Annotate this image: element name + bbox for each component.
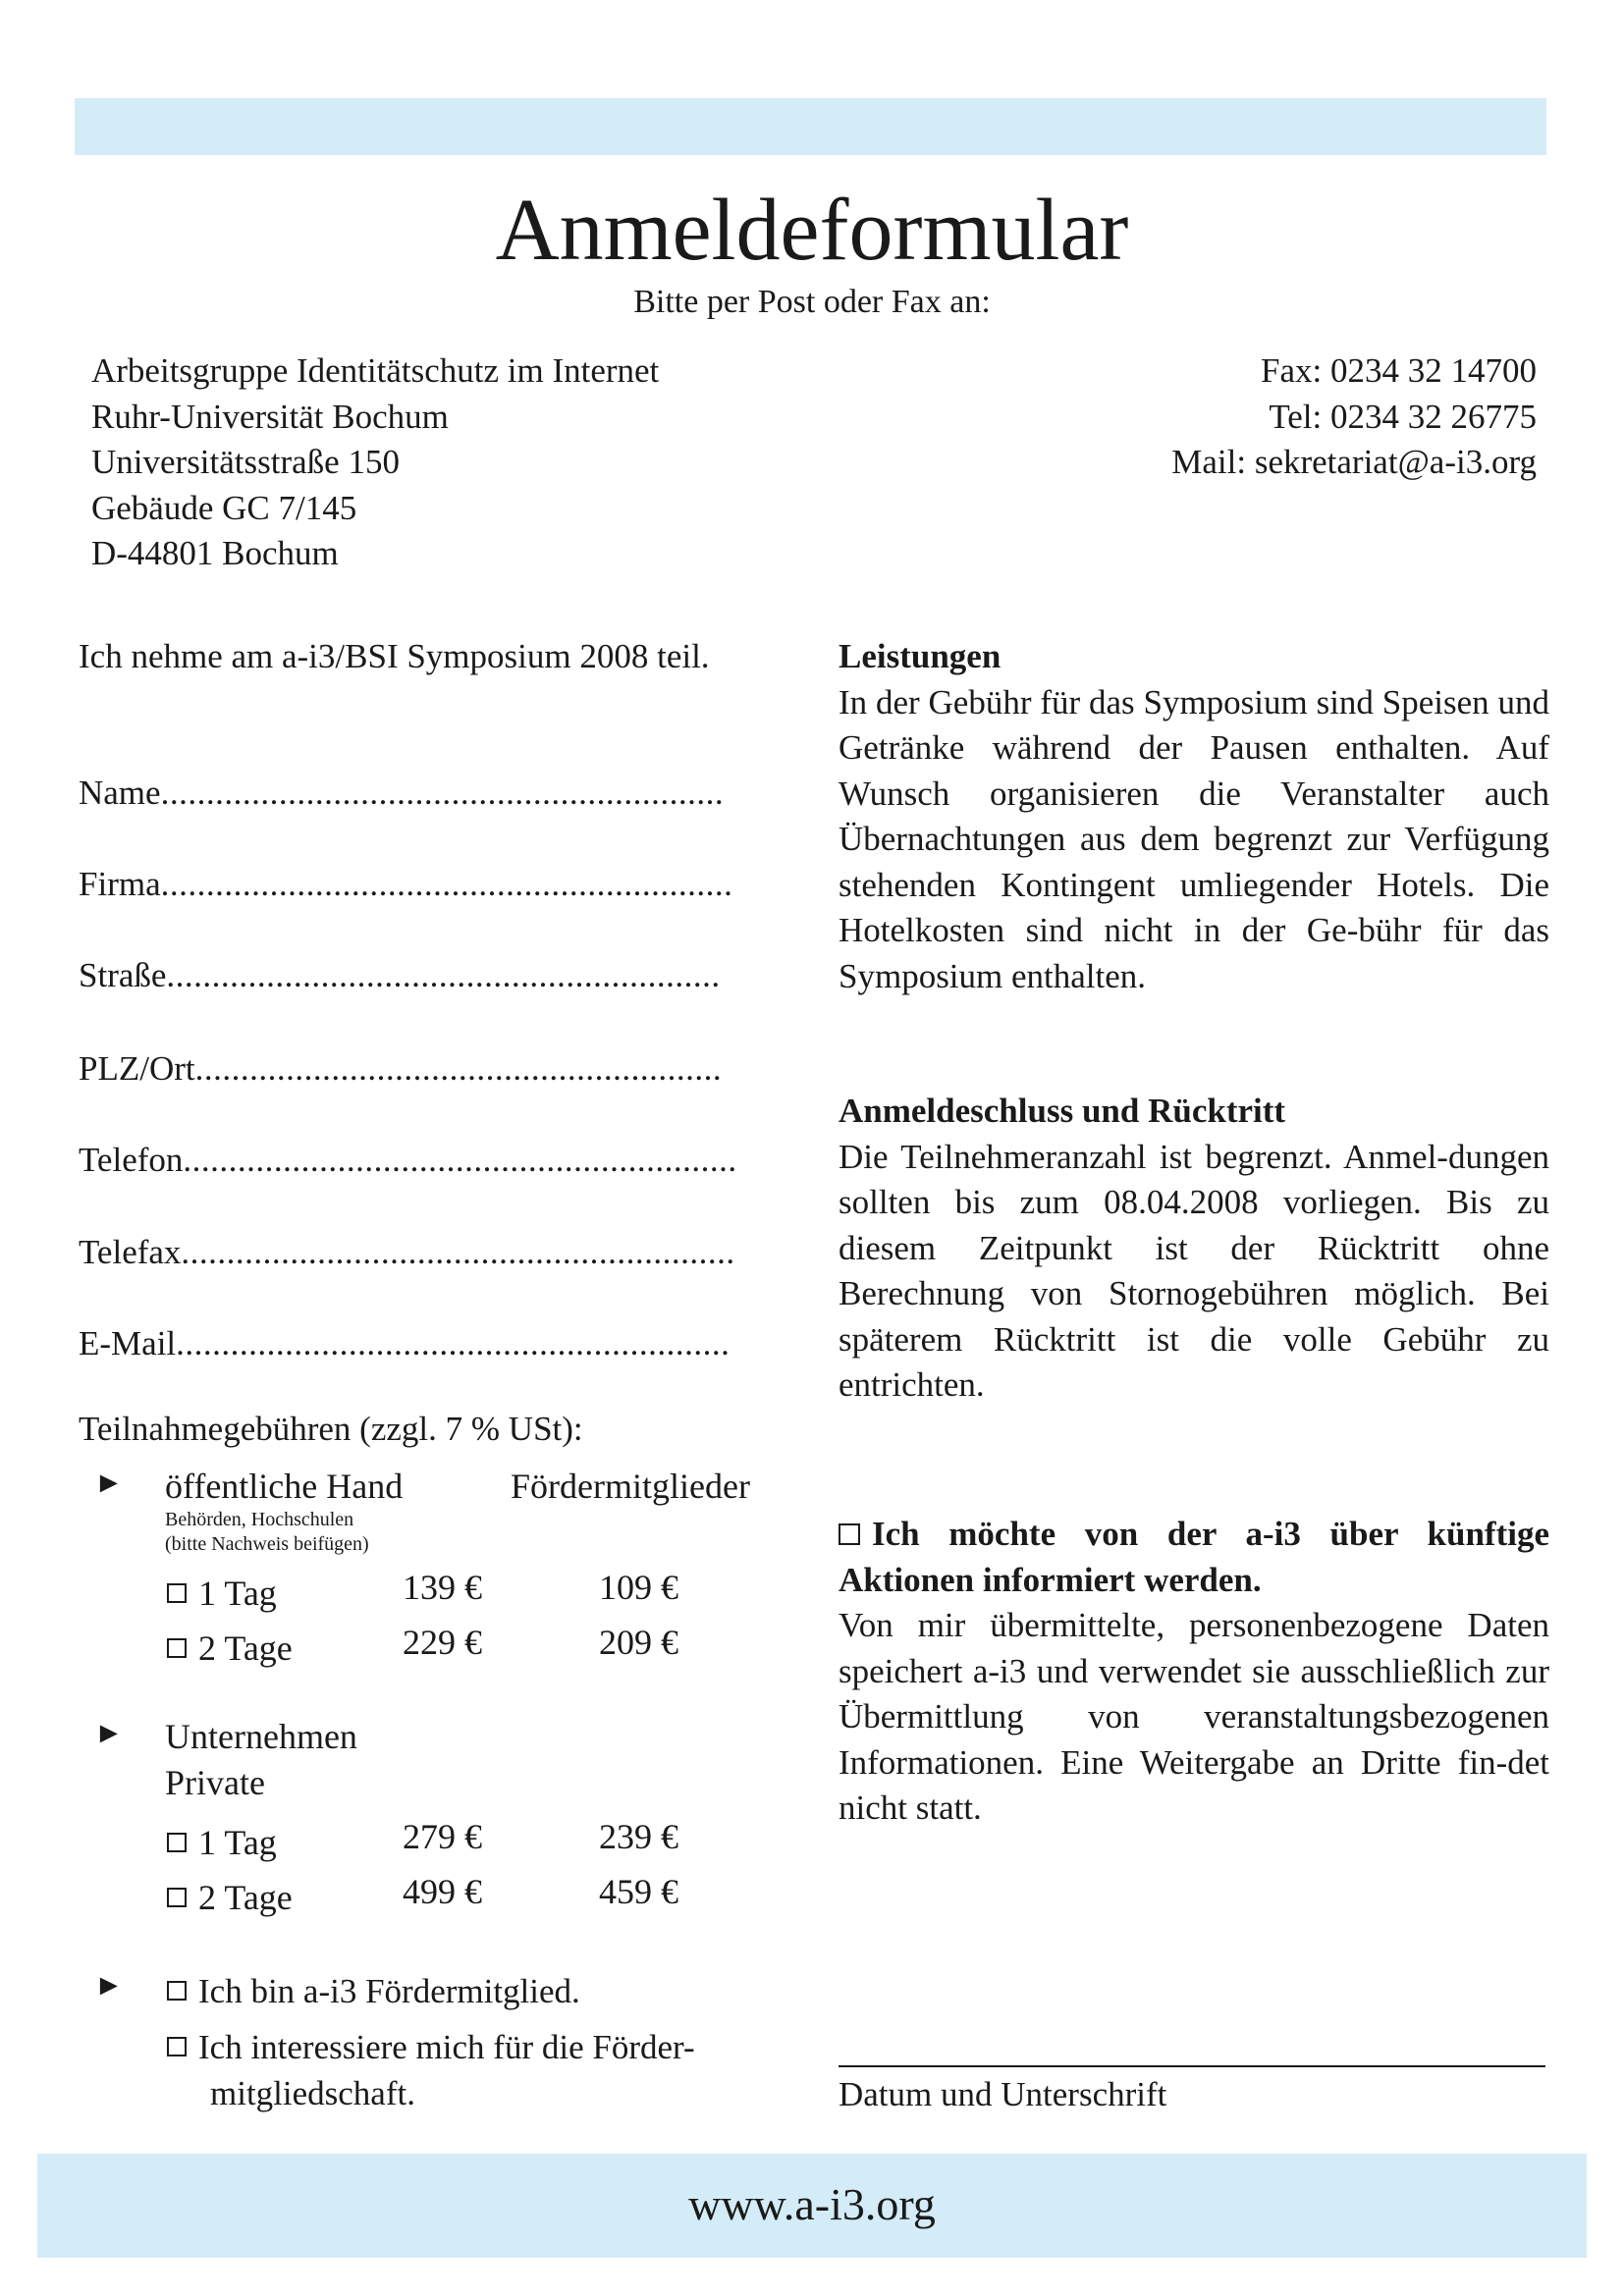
footer-url[interactable]: www.a-i3.org [688,2179,936,2229]
plz-ort-field[interactable]: PLZ/Ort.......................................................... [79,1049,723,1088]
section-text: Von mir übermittelte, personenbezogene Daten speichert a-i3 und verwendet sie ausschließlich zur Übermittlung von veranstaltungsbezogenen Informationen. Eine Weitergabe an Dritte fin-det nicht statt. [839,1606,1549,1827]
anmeldeschluss-section [839,1089,1549,1409]
option-label: 1 Tag [198,1574,277,1613]
arrow-bullet-icon: ► [94,1969,124,2002]
checkbox-icon[interactable] [167,1638,187,1658]
top-decor-band [75,98,1546,155]
price: 499 € [403,1872,482,1911]
section-text: In der Gebühr für das Symposium sind Speisen und Getränke während der Pausen enthalten. Auf Wunsch organisieren die Veranstalter auch Übernachtungen aus dem begrenzt zur Verfügung stehenden Kontingent umliegender Hotels. Die Hotelkosten sind nicht in der Ge-bühr für das Symposium enthalten. [839,682,1549,995]
email-field[interactable]: E-Mail............................................................. [79,1324,731,1362]
fax-number: Fax: 0234 32 14700 [1261,351,1537,390]
public-2day-option[interactable] [167,1626,293,1671]
public-1day-option[interactable] [167,1571,277,1616]
field-label: E-Mail [79,1324,177,1362]
option-label: 2 Tage [198,1629,293,1668]
newsletter-section [839,1512,1549,1832]
option-label-continued: mitgliedschaft. [210,2074,415,2112]
checkbox-icon[interactable] [167,2037,187,2056]
checkbox-icon[interactable] [167,1981,187,2001]
section-heading: Leistungen [839,637,1001,675]
telefon-field[interactable]: Telefon............................................................. [79,1141,737,1179]
strasse-field[interactable]: Straße............................................................. [79,956,721,994]
field-label: Name [79,774,161,812]
address-line: Ruhr-Universität Bochum [91,397,449,436]
telefax-field[interactable]: Telefax............................................................. [79,1233,735,1271]
postal-address [91,348,838,577]
signature-line[interactable] [839,2065,1545,2067]
email-address[interactable]: Mail: sekretariat@a-i3.org [1171,443,1537,481]
arrow-bullet-icon: ► [94,1467,124,1499]
section-heading: Anmeldeschluss und Rücktritt [839,1092,1286,1130]
page-subtitle: Bitte per Post oder Fax an: [633,284,991,320]
field-label: Straße [79,956,167,994]
member-price: 209 € [599,1623,678,1662]
price: 229 € [403,1623,482,1662]
address-line: Arbeitsgruppe Identitätschutz im Internet [91,351,660,390]
leistungen-section [839,634,1549,999]
category-private: Unternehmen [165,1717,357,1756]
checkbox-icon[interactable] [167,1888,187,1907]
option-label: Ich bin a-i3 Fördermitglied. [198,1972,580,2010]
member-price: 109 € [599,1568,678,1607]
fees-heading: Teilnahmegebühren (zzgl. 7 % USt): [79,1410,583,1448]
signature-label: Datum und Unterschrift [839,2075,1167,2113]
member-column-label: Fördermitglieder [511,1467,750,1506]
option-label: 2 Tage [198,1878,293,1917]
intro-text: Ich nehme am a-i3/BSI Symposium 2008 teil. [79,637,710,675]
member-price: 239 € [599,1817,678,1856]
category-private: Private [165,1763,265,1802]
section-text: Die Teilnehmeranzahl ist begrenzt. Anmel-dungen sollten bis zum 08.04.2008 vorliegen. Bis zu diesem Zeitpunkt ist der Rücktritt ohne Berechnung von Stornogebühren möglich. Bei späterem Rücktritt ist die volle Gebühr zu entrichten. [839,1137,1549,1404]
category-public-note: Behörden, Hochschulen [165,1509,354,1530]
address-line: Gebäude GC 7/145 [91,488,357,527]
member-option[interactable] [167,1969,580,2014]
private-1day-option[interactable] [167,1820,277,1865]
checkbox-icon[interactable] [839,1523,860,1545]
firma-field[interactable]: Firma............................................................... [79,865,733,903]
private-2day-option[interactable] [167,1875,293,1920]
page-title: Anmeldeformular [495,182,1129,279]
category-public-note: (bitte Nachweis beifügen) [165,1533,369,1555]
address-line: Universitätsstraße 150 [91,443,400,481]
option-label: Ich interessiere mich für die Förder- [198,2028,695,2066]
newsletter-option[interactable] [839,1512,1549,1603]
address-line: D-44801 Bochum [91,534,339,572]
field-label: Telefon [79,1141,184,1179]
field-label: Telefax [79,1233,182,1271]
checkbox-icon[interactable] [167,1583,187,1603]
category-public: öffentliche Hand [165,1467,404,1506]
field-label: Firma [79,865,161,903]
newsletter-heading: Ich möchte von der a-i3 über künftige Aktionen informiert werden. [839,1515,1549,1599]
checkbox-icon[interactable] [167,1833,187,1852]
name-field[interactable]: Name.............................................................. [79,774,725,812]
phone-number: Tel: 0234 32 26775 [1269,397,1537,436]
field-label: PLZ/Ort [79,1049,195,1088]
membership-interest-option[interactable] [167,2025,695,2070]
contact-info [982,348,1537,486]
option-label: 1 Tag [198,1823,277,1862]
price: 139 € [403,1568,482,1607]
arrow-bullet-icon: ► [94,1717,124,1749]
member-price: 459 € [599,1872,678,1911]
price: 279 € [403,1817,482,1856]
